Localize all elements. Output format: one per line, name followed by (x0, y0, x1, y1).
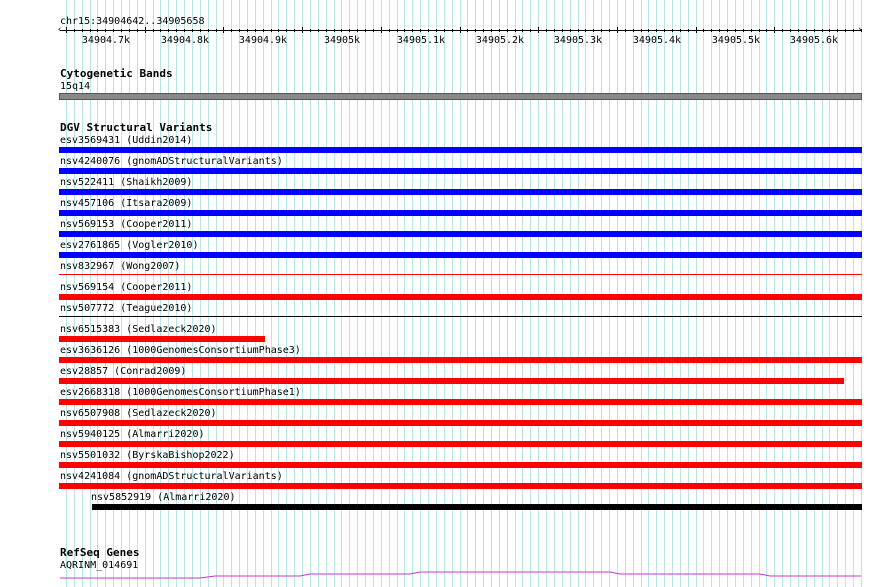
dgv-variant-feature[interactable] (59, 252, 862, 258)
ruler-minor-tick (334, 29, 335, 32)
ruler-minor-tick (546, 29, 547, 32)
ruler-minor-tick (530, 29, 531, 32)
ruler-minor-tick (302, 29, 303, 32)
ruler-minor-tick (735, 29, 736, 32)
ruler-minor-tick (491, 29, 492, 32)
ruler-minor-tick (74, 29, 75, 32)
ruler-minor-tick (483, 29, 484, 32)
ruler-minor-tick (641, 29, 642, 32)
dgv-variant-feature[interactable] (59, 399, 862, 405)
ruler-minor-tick (625, 29, 626, 32)
ruler-minor-tick (168, 29, 169, 32)
ruler-minor-tick (452, 29, 453, 32)
ruler-tick-label: 34905.4k (632, 35, 682, 46)
dgv-variant-label[interactable]: nsv6515383 (Sedlazeck2020) (60, 324, 217, 335)
cytoband-label: 15q14 (60, 81, 91, 92)
ruler-minor-tick (239, 29, 240, 32)
dgv-variant-feature[interactable] (92, 504, 862, 510)
ruler-minor-tick (389, 29, 390, 32)
dgv-variant-feature[interactable] (59, 483, 862, 489)
ruler-minor-tick (609, 29, 610, 32)
ruler-minor-tick (585, 29, 586, 32)
dgv-variant-feature[interactable] (59, 274, 862, 275)
ruler-minor-tick (743, 29, 744, 32)
ruler-minor-tick (326, 29, 327, 32)
ruler-minor-tick (845, 29, 846, 32)
refseq-gene-line (60, 572, 861, 578)
ruler-minor-tick (82, 29, 83, 32)
dgv-track-title: DGV Structural Variants (60, 121, 213, 134)
ruler-tick-label: 34904.8k (160, 35, 210, 46)
dgv-variant-feature[interactable] (59, 168, 862, 174)
ruler-minor-tick (263, 29, 264, 32)
ruler-minor-tick (231, 29, 232, 32)
ruler-minor-tick (814, 29, 815, 32)
ruler-tick-label: 34905.3k (553, 35, 603, 46)
ruler-minor-tick (412, 29, 413, 32)
ruler-minor-tick (475, 29, 476, 32)
ruler-minor-tick (129, 29, 130, 32)
ruler-minor-tick (97, 29, 98, 32)
ruler-minor-tick (318, 29, 319, 32)
ruler-minor-tick (404, 29, 405, 32)
ruler-left-arrow-icon: ‹ (57, 25, 63, 35)
ruler-minor-tick (208, 29, 209, 32)
ruler-minor-tick (688, 29, 689, 32)
ruler-minor-tick (751, 29, 752, 32)
ruler-minor-tick (200, 29, 201, 32)
ruler-minor-tick (578, 29, 579, 32)
ruler-tick-label: 34905k (323, 35, 361, 46)
ruler-minor-tick (499, 29, 500, 32)
ruler-minor-tick (562, 29, 563, 32)
ruler-minor-tick (766, 29, 767, 32)
ruler-minor-tick (664, 29, 665, 32)
ruler-minor-tick (294, 29, 295, 32)
ruler-minor-tick (696, 29, 697, 32)
dgv-variant-feature[interactable] (59, 316, 862, 317)
ruler-minor-tick (711, 29, 712, 32)
cytoband-15q14[interactable] (59, 93, 862, 100)
ruler-minor-tick (672, 29, 673, 32)
dgv-variant-feature[interactable] (59, 147, 862, 153)
ruler-minor-tick (420, 29, 421, 32)
dgv-variant-feature[interactable] (59, 231, 862, 237)
dgv-variant-feature[interactable] (59, 420, 862, 426)
ruler-minor-tick (829, 29, 830, 32)
ruler-minor-tick (184, 29, 185, 32)
ruler-tick-label: 34905.6k (789, 35, 839, 46)
ruler-minor-tick (759, 29, 760, 32)
ruler-minor-tick (515, 29, 516, 32)
ruler-minor-tick (522, 29, 523, 32)
ruler-minor-tick (255, 29, 256, 32)
dgv-variant-feature[interactable] (59, 441, 862, 447)
ruler-minor-tick (121, 29, 122, 32)
ruler-minor-tick (192, 29, 193, 32)
dgv-variant-feature[interactable] (59, 357, 862, 363)
ruler-minor-tick (357, 29, 358, 32)
ruler-minor-tick (703, 29, 704, 32)
ruler-minor-tick (727, 29, 728, 32)
ruler-minor-tick (601, 29, 602, 32)
dgv-variant-label[interactable]: nsv569153 (Cooper2011) (60, 219, 193, 230)
dgv-variant-label[interactable]: nsv6507908 (Sedlazeck2020) (60, 408, 217, 419)
refseq-gene-feature[interactable] (0, 568, 890, 587)
ruler-axis-line (60, 30, 862, 31)
ruler-minor-tick (373, 29, 374, 32)
ruler-minor-tick (633, 29, 634, 32)
ruler-minor-tick (538, 29, 539, 32)
ruler-tick-label: 34905.5k (711, 35, 761, 46)
ruler-minor-tick (66, 29, 67, 32)
dgv-variant-label[interactable]: esv3569431 (Uddin2014) (60, 135, 193, 146)
ruler-minor-tick (774, 29, 775, 32)
ruler-minor-tick (782, 29, 783, 32)
ruler-tick-label: 34905.1k (396, 35, 446, 46)
ruler-minor-tick (648, 29, 649, 32)
ruler-minor-tick (853, 29, 854, 32)
ruler-minor-tick (837, 29, 838, 32)
ruler-minor-tick (160, 29, 161, 32)
ruler-minor-tick (790, 29, 791, 32)
ruler-minor-tick (247, 29, 248, 32)
ruler-minor-tick (719, 29, 720, 32)
ruler-minor-tick (460, 29, 461, 32)
refseq-track-title: RefSeq Genes (60, 546, 140, 559)
dgv-variant-label[interactable]: nsv522411 (Shaikh2009) (60, 177, 193, 188)
dgv-variant-label[interactable]: nsv4241084 (gnomADStructuralVariants) (60, 471, 283, 482)
refseq-gene-label: AQRINM_014691 (60, 560, 139, 571)
dgv-variant-feature[interactable] (59, 210, 862, 216)
ruler-tick-label: 34905.2k (475, 35, 525, 46)
ruler-minor-tick (286, 29, 287, 32)
ruler-minor-tick (397, 29, 398, 32)
cytoband-track-title: Cytogenetic Bands (60, 67, 173, 80)
ruler-minor-tick (216, 29, 217, 32)
dgv-variant-label[interactable]: nsv832967 (Wong2007) (60, 261, 181, 272)
dgv-variant-label[interactable]: esv3636126 (1000GenomesConsortiumPhase3) (60, 345, 301, 356)
ruler-minor-tick (349, 29, 350, 32)
ruler-minor-tick (798, 29, 799, 32)
ruler-minor-tick (310, 29, 311, 32)
ruler-minor-tick (137, 29, 138, 32)
ruler-minor-tick (570, 29, 571, 32)
ruler-minor-tick (680, 29, 681, 32)
ruler-tick-label: 34904.9k (238, 35, 288, 46)
dgv-variant-label[interactable]: esv28857 (Conrad2009) (60, 366, 187, 377)
dgv-variant-feature[interactable] (59, 462, 862, 468)
dgv-variant-label[interactable]: nsv4240076 (gnomADStructuralVariants) (60, 156, 283, 167)
ruler-minor-tick (554, 29, 555, 32)
ruler-minor-tick (467, 29, 468, 32)
ruler-minor-tick (278, 29, 279, 32)
ruler-minor-tick (436, 29, 437, 32)
ruler-minor-tick (176, 29, 177, 32)
ruler-minor-tick (381, 29, 382, 32)
ruler-minor-tick (428, 29, 429, 32)
dgv-variant-label[interactable]: nsv507772 (Teague2010) (60, 303, 193, 314)
ruler-minor-tick (113, 29, 114, 32)
dgv-variant-label[interactable]: nsv5940125 (Almarri2020) (60, 429, 205, 440)
ruler-minor-tick (617, 29, 618, 32)
ruler-minor-tick (105, 29, 106, 32)
ruler-right-arrow-icon: › (857, 25, 863, 35)
ruler-minor-tick (593, 29, 594, 32)
ruler-minor-tick (806, 29, 807, 32)
dgv-variant-label[interactable]: nsv5501032 (ByrskaBishop2022) (60, 450, 235, 461)
ruler-minor-tick (656, 29, 657, 32)
dgv-variant-feature[interactable] (59, 294, 862, 300)
dgv-variant-label[interactable]: esv2761865 (Vogler2010) (60, 240, 199, 251)
ruler-minor-tick (507, 29, 508, 32)
ruler-minor-tick (145, 29, 146, 32)
dgv-variant-feature[interactable] (59, 189, 862, 195)
ruler-minor-tick (90, 29, 91, 32)
dgv-variant-feature[interactable] (59, 336, 265, 342)
dgv-variant-label[interactable]: nsv457106 (Itsara2009) (60, 198, 193, 209)
ruler-minor-tick (271, 29, 272, 32)
dgv-variant-label[interactable]: nsv569154 (Cooper2011) (60, 282, 193, 293)
dgv-variant-label[interactable]: esv2668318 (1000GenomesConsortiumPhase1) (60, 387, 301, 398)
ruler-tick-label: 34904.7k (81, 35, 131, 46)
dgv-variant-feature[interactable] (59, 378, 844, 384)
ruler-position-label: chr15:34904642..34905658 (60, 16, 205, 27)
ruler-minor-tick (153, 29, 154, 32)
ruler-minor-tick (365, 29, 366, 32)
ruler-minor-tick (822, 29, 823, 32)
ruler-minor-tick (223, 29, 224, 32)
ruler-minor-tick (444, 29, 445, 32)
ruler-minor-tick (341, 29, 342, 32)
dgv-variant-label[interactable]: nsv5852919 (Almarri2020) (91, 492, 236, 503)
